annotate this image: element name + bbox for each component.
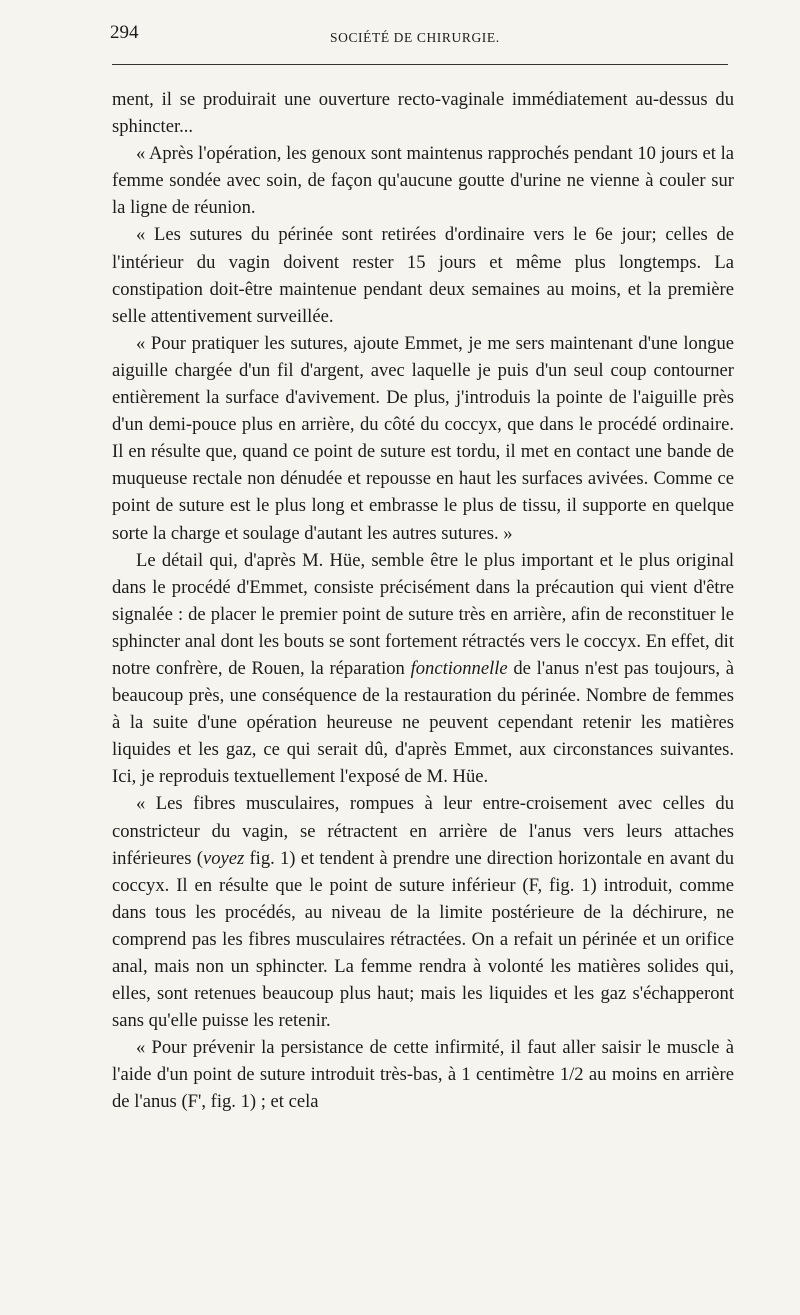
text-run: Le détail qui, d'après M. Hüe, semble être le plus important et le plus original dans le procédé d'Emmet, consiste précisément dans la précaution qui vient d'être signalée : de placer le premier point de suture très en arrière, afin de reconstituer le sphincter anal dont les bouts se sont fortement rétractés vers le coccyx. En effet, dit notre confrère, de Rouen, la réparation (112, 549, 734, 679)
paragraph-sutures-removal: « Les sutures du périnée sont retirées d'ordinaire vers le 6e jour; celles de l'intérieur du vagin doivent rester 15 jours et même plus longtemps. La constipation doit-être maintenue pendant deux semaines au moins, et la première selle attentivement surveillée. (112, 224, 734, 327)
paragraph-continuation: ment, il se produirait une ouverture recto-vaginale immédiatement au-dessus du sphincter... (112, 89, 734, 138)
italic-word-fonctionnelle: fonctionnelle (410, 657, 508, 679)
text-run: fig. 1) et tendent à prendre une direction horizontale en avant du coccyx. Il en résulte que le point de suture inférieur (F, fig. 1) introduit, comme dans tous les procédés, au niveau de la limite postérieure de la déchirure, ne comprend pas les fibres musculaires rétractées. On a refait un périnée et un orifice anal, mais non un sphincter. La femme rendra à volonté les matières solides qui, elles, sont retenues beaucoup plus haut; mais les liquides et les gaz s'échapperont sans qu'elle puisse les retenir. (112, 847, 735, 1032)
body-text (112, 86, 734, 1116)
italic-word-voyez: voyez (202, 847, 245, 869)
paragraph-prevention: « Pour prévenir la persistance de cette infirmité, il faut aller saisir le muscle à l'aide d'un point de suture introduit très-bas, à 1 centimètre 1/2 au moins en arrière de l'anus (F', fig. 1) ; et cela (112, 1037, 734, 1113)
paragraph-after-operation: « Après l'opération, les genoux sont maintenus rapprochés pendant 10 jours et la femme sondée avec soin, de façon qu'aucune goutte d'urine ne vienne à couler sur la ligne de réunion. (112, 143, 734, 219)
header-rule (112, 64, 728, 65)
page-number: 294 (110, 22, 139, 43)
paragraph-hue-detail (112, 547, 734, 791)
text-run: de l'anus n'est pas toujours, à beaucoup près, une conséquence de la restauration du périnée. Nombre de femmes à la suite d'une opération heureuse ne peuvent cependant retenir les matières liquides et les gaz, ce qui serait dû, d'après Emmet, aux circonstances suivantes. Ici, je reproduis textuellement l'exposé de M. Hüe. (112, 657, 734, 788)
paragraph-emmet-technique: « Pour pratiquer les sutures, ajoute Emmet, je me sers maintenant d'une longue aiguille chargée d'un fil d'argent, avec laquelle je puis d'un seul coup contourner entièrement la surface d'avivement. De plus, j'introduis la pointe de l'aiguille près d'un demi-pouce plus en arrière, du côté du coccyx, que dans le procédé ordinaire. Il en résulte que, quand ce point de suture est tordu, il met en contact une bande de muqueuse rectale non dénudée et repousse en haut les surfaces avivées. Comme ce point de suture est le plus long et embrasse le plus de tissu, il supporte en quelque sorte la charge et soulage d'autant les autres sutures. » (112, 332, 734, 544)
text-run: « Les fibres musculaires, rompues à leur entre-croisement avec celles du constricteur du vagin, se rétractent en arrière de l'anus vers leurs attaches inférieures ( (112, 793, 734, 869)
paragraph-muscle-fibres (112, 790, 734, 1034)
page-header (112, 22, 734, 56)
running-title: SOCIÉTÉ DE CHIRURGIE. (330, 30, 500, 45)
book-page (110, 22, 735, 1113)
